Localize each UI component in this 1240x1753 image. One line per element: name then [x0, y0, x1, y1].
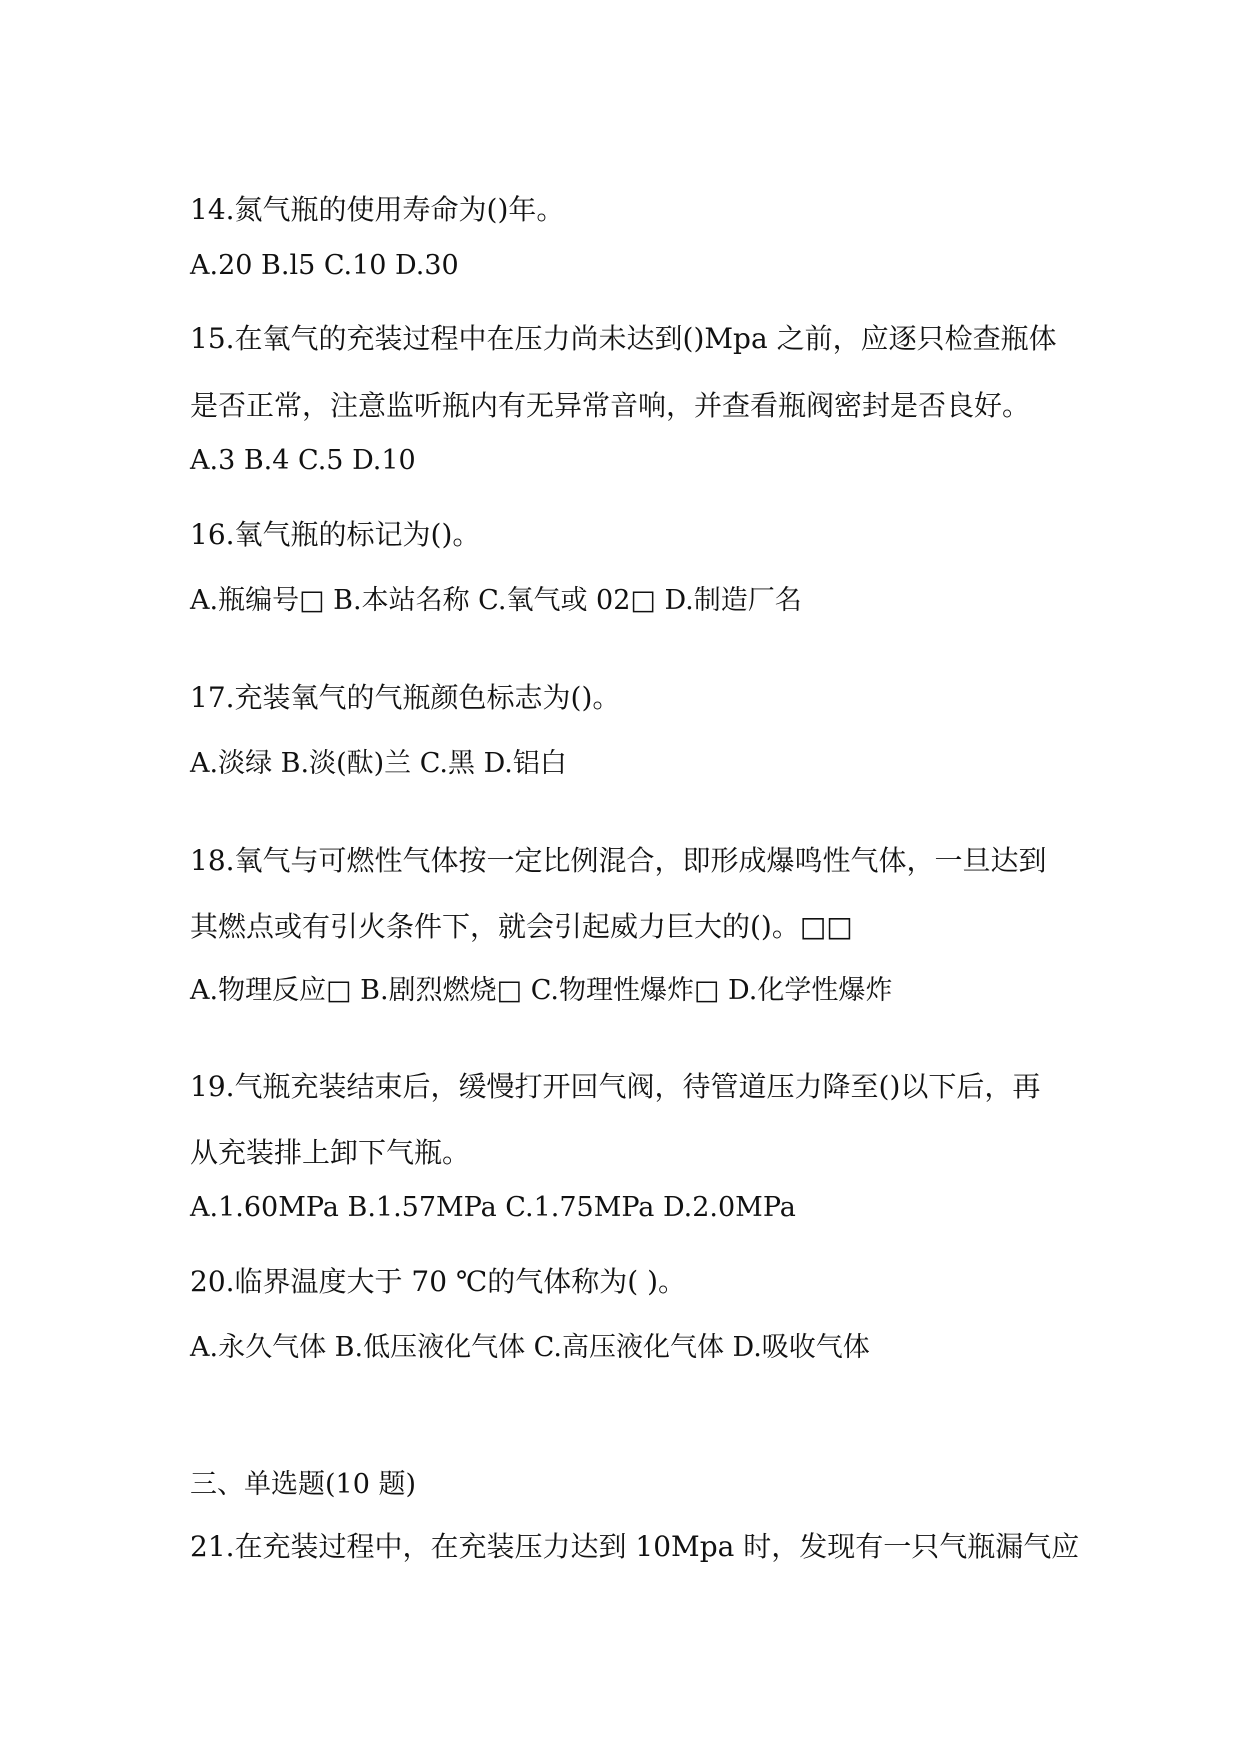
options-14: A.20 B.l5 C.10 D.30: [190, 250, 459, 281]
options-19: A.1.60MPa B.1.57MPa C.1.75MPa D.2.0MPa: [190, 1192, 796, 1223]
question-14: 14.氮气瓶的使用寿命为()年。: [190, 193, 565, 226]
options-20: A.永久气体 B.低压液化气体 C.高压液化气体 D.吸收气体: [190, 1332, 870, 1363]
question-18-line-1: 18.氧气与可燃性气体按一定比例混合，即形成爆鸣性气体，一旦达到: [190, 844, 1047, 877]
question-19-line-1: 19.气瓶充装结束后，缓慢打开回气阀，待管道压力降至()以下后，再: [190, 1070, 1041, 1103]
question-20: 20.临界温度大于 70 ℃的气体称为( )。: [190, 1265, 687, 1298]
options-15: A.3 B.4 C.5 D.10: [190, 445, 416, 476]
question-18-line-2: 其燃点或有引火条件下，就会引起威力巨大的()。□□: [190, 910, 853, 943]
options-17: A.淡绿 B.淡(酞)兰 C.黑 D.铝白: [190, 748, 567, 779]
options-16: A.瓶编号□ B.本站名称 C.氧气或 02□ D.制造厂名: [190, 585, 802, 616]
question-21-line-1: 21.在充装过程中，在充装压力达到 10Mpa 时，发现有一只气瓶漏气应: [190, 1530, 1080, 1563]
section-heading: 三、单选题(10 题): [190, 1469, 417, 1500]
options-18: A.物理反应□ B.剧烈燃烧□ C.物理性爆炸□ D.化学性爆炸: [190, 975, 893, 1006]
question-17: 17.充装氧气的气瓶颜色标志为()。: [190, 681, 621, 714]
question-15-line-2: 是否正常，注意监听瓶内有无异常音响，并查看瓶阀密封是否良好。: [190, 389, 1031, 422]
question-16: 16.氧气瓶的标记为()。: [190, 518, 481, 551]
question-19-line-2: 从充装排上卸下气瓶。: [190, 1136, 471, 1169]
question-15-line-1: 15.在氧气的充装过程中在压力尚未达到()Mpa 之前，应逐只检查瓶体: [190, 322, 1057, 355]
